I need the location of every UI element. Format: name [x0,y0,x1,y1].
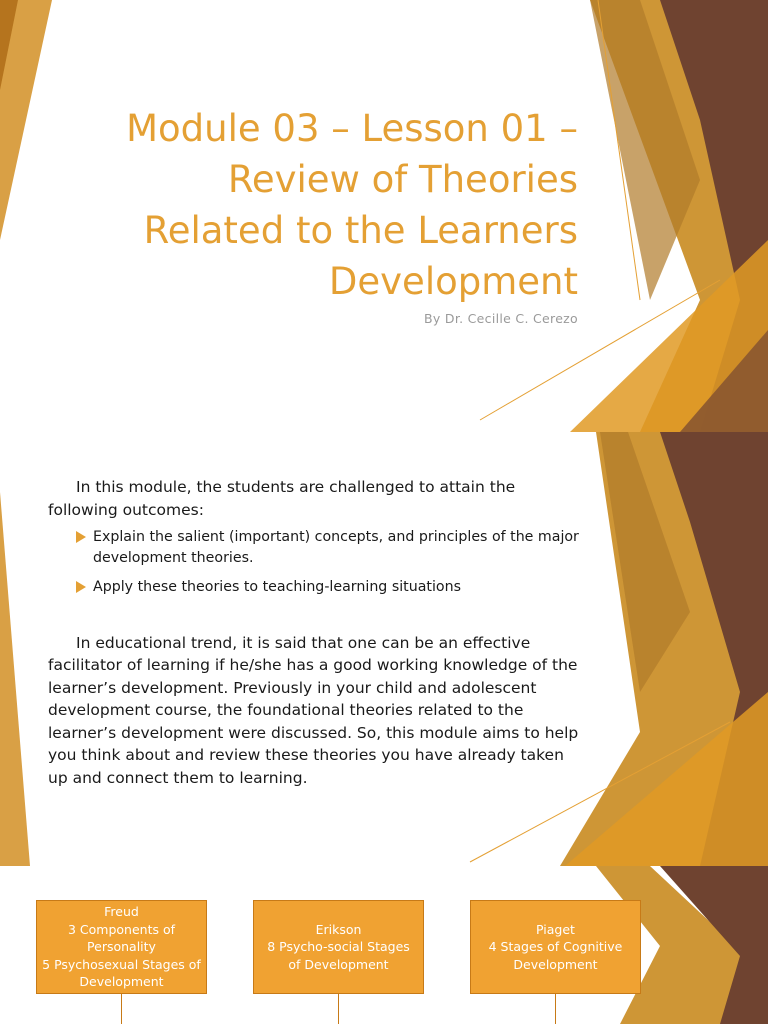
box-line: 4 Stages of Cognitive [488,939,623,955]
bullet-text: Apply these theories to teaching-learning situations [93,579,461,595]
box-line: Freud [104,904,139,920]
list-item [76,577,580,598]
outcomes-list [48,527,580,598]
box-line: 5 Psychosexual Stages of [42,956,201,972]
box-line: Development [513,956,598,972]
list-item [76,527,580,568]
bullet-text: Explain the salient (important) concepts, and principles of the major development theories. [93,529,579,566]
box-line: Personality [87,939,156,955]
freud-box [36,900,207,994]
piaget-box [470,900,641,994]
triangle-right-icon [76,581,86,593]
erikson-box [253,900,424,994]
box-line: Piaget [536,921,575,937]
slide-subtitle: By Dr. Cecille C. Cerezo [424,311,578,326]
slide2-body [48,476,580,789]
connector-line [555,994,556,1024]
intro-paragraph: In this module, the students are challenged to attain the following outcomes: [48,478,516,519]
title-line: Review of Theories [227,158,578,201]
title-line: Related to the Learners [143,209,578,252]
box-line: Development [79,974,164,990]
box-line: 8 Psycho-social Stages [267,939,410,955]
box-line: of Development [288,956,389,972]
outcomes-slide [0,432,768,866]
theories-slide [0,866,768,1024]
slide-title [58,103,578,307]
body-paragraph: In educational trend, it is said that one can be an effective facilitator of learning if he/she has a good working knowledge of the learner’s development. Previously in your child and adolescent development course, the foundational theories related to the learner’s development were discussed. So, this module aims to help you think about and review these theories you have already taken up and connect them to learning. [48,633,579,787]
connector-line [121,994,122,1024]
box-line: 3 Components of [67,921,176,937]
left-gold-shape [0,492,30,866]
connector-line [338,994,339,1024]
title-slide [0,0,768,432]
title-line: Development [328,260,578,303]
triangle-right-icon [76,531,86,543]
title-line: Module 03 – Lesson 01 – [126,107,578,150]
box-line: Erikson [315,921,362,937]
